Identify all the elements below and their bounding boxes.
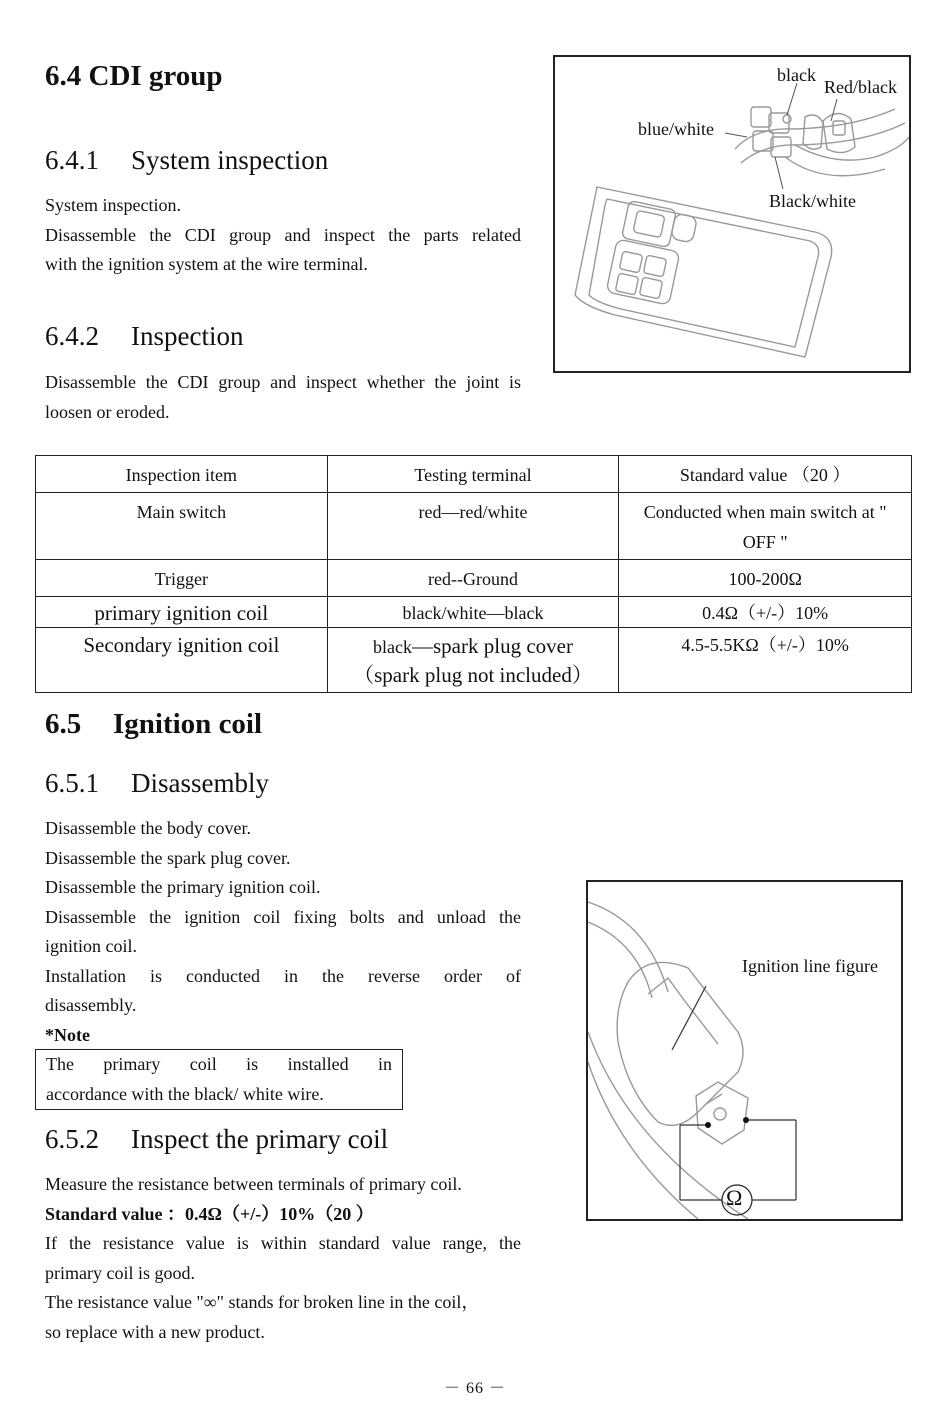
note-title: *Note — [45, 1024, 90, 1045]
cdi-unit-illustration — [555, 57, 909, 371]
section-number: 6.4 — [45, 60, 82, 92]
inspection-spec-table — [35, 455, 912, 693]
table-cell: black—spark plug cover （spark plug not included） — [327, 628, 619, 693]
ohm-symbol: Ω — [726, 1185, 743, 1210]
page-number: － 66 － — [443, 1380, 506, 1397]
table-cell: 100-200Ω — [619, 560, 912, 597]
table-header: Testing terminal — [327, 456, 619, 493]
table-header: Inspection item — [36, 456, 328, 493]
section-number: 6.5 — [45, 708, 82, 740]
label-red-black: Red/black — [824, 77, 897, 97]
subsection-6-4-2-heading: 6.4.2 Inspection — [45, 321, 244, 351]
note-box: The primary coil is installed in accordance with the black/ white wire. — [35, 1049, 403, 1110]
label-black: black — [777, 65, 816, 85]
label-black-white: Black/white — [769, 191, 856, 211]
table-cell: 0.4Ω（+/-）10% — [619, 597, 912, 628]
standard-value-line: Standard value ：0.4Ω（+/-）10%（20 ） — [45, 1203, 374, 1224]
ignition-coil-illustration — [588, 882, 901, 1219]
section-title: Ignition coil — [113, 708, 263, 740]
system-inspection-text: System inspection. Disassemble the CDI group and inspect the parts related with the ignition system at the wire terminal. — [45, 195, 521, 274]
table-cell: Main switch — [36, 493, 328, 560]
table-row — [36, 628, 912, 693]
table-cell: red—red/white — [327, 493, 619, 560]
table-cell: black/white—black — [327, 597, 619, 628]
table-row — [36, 560, 912, 597]
inspection-text: Disassemble the CDI group and inspect whether the joint is loosen or eroded. — [45, 372, 521, 422]
table-row — [36, 597, 912, 628]
table-cell: 4.5-5.5KΩ（+/-）10% — [619, 628, 912, 693]
primary-coil-inspection-text: Measure the resistance between terminals of primary coil. Standard value ：0.4Ω（+/-）10%（20 ） If the resistance value is within standard value range, the primary coil is good. The resistance value "∞" stands for broken line in the coil， so replace with a new product. — [45, 1174, 521, 1342]
table-header: Standard value （20 ） — [619, 456, 912, 493]
table-cell: red--Ground — [327, 560, 619, 597]
subsection-6-5-2-heading: 6.5.2 Inspect the primary coil — [45, 1124, 389, 1154]
ignition-line-figure-caption: Ignition line figure — [742, 956, 878, 976]
table-header-row — [36, 456, 912, 493]
subsection-6-4-1-heading: 6.4.1 System inspection — [45, 145, 329, 175]
disassembly-text: Disassemble the body cover. Disassemble the spark plug cover. Disassemble the primary ignition coil. Disassemble the ignition coil fixing bolts and unload the ignition coil. Installation is conducted in the reverse order of disassembly. *Note — [45, 814, 521, 1050]
ignition-coil-figure — [586, 880, 903, 1221]
section-title: CDI group — [88, 60, 223, 92]
cdi-figure — [553, 55, 911, 373]
table-row — [36, 493, 912, 560]
table-cell: primary ignition coil — [36, 597, 328, 628]
subsection-6-5-1-heading: 6.5.1 Disassembly — [45, 768, 269, 798]
table-cell: Trigger — [36, 560, 328, 597]
table-cell: Conducted when main switch at " OFF " — [619, 493, 912, 560]
section-6-4-heading — [45, 60, 223, 93]
label-blue-white: blue/white — [638, 119, 714, 139]
section-6-5-heading — [45, 708, 262, 741]
table-cell: Secondary ignition coil — [36, 628, 328, 693]
